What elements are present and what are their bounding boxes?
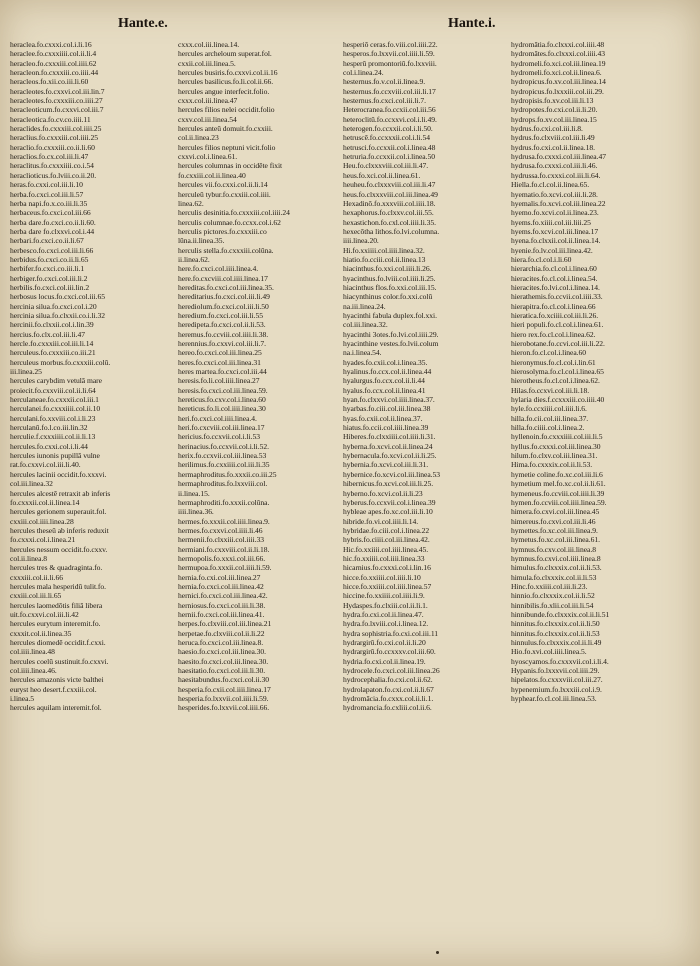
index-entry: heresis.fo.li.col.iiii.linea.27 — [178, 376, 260, 386]
index-entry: hydropicus.fo.lxxxiii.col.iii.29. — [511, 86, 604, 96]
index-entry: Hypanis.fo.lxxxvii.col.iiii.29. — [511, 666, 600, 676]
index-entry: hercules filios nelei occidit.folio — [178, 105, 275, 115]
index-entry: hermiani.fo.cxxviii.col.ii.li.18. — [178, 544, 270, 554]
index-entry: heuheu.fo.clxxxviii.col.iii.li.47 — [343, 180, 436, 190]
index-entry: na.i.linea.54. — [343, 348, 382, 358]
index-entry: hexastichon.fo.cxl.col.iiii.li.35. — [343, 217, 436, 227]
index-entry: hyems.fo.xiiii.col.iii.liii.25 — [511, 217, 591, 227]
index-entry: herculis stella.fo.cxxxiii.colūna. — [178, 245, 274, 255]
index-entry: hercules carybdim vetulā mare — [10, 376, 102, 386]
index-entry: hybernia.fo.xcvi.col.iii.li.31. — [343, 460, 429, 470]
index-entry: herculani.fo.xxviii.col.i.li.23 — [10, 413, 96, 423]
index-entry: cxxiii.col.iii.li.65 — [10, 591, 62, 601]
index-entry: heredipeta.fo.cxci.col.ii.li.53. — [178, 320, 266, 330]
index-entry: hercules nessum occidit.fo.cxxv. — [10, 544, 108, 554]
index-entry: hymetium mel.fo.xc.col.ii.li.61. — [511, 479, 606, 489]
ink-dot — [436, 951, 439, 954]
index-entry: herpes.fo.clxviii.col.iii.linea.21 — [178, 619, 272, 629]
index-entry: heracleotica.fo.cv.co.iiii.11 — [10, 114, 91, 124]
index-entry: hermaphroditus.fo.lxxviii.col. — [178, 479, 268, 489]
index-entry: cxxx.col.iii.linea.14. — [178, 40, 240, 49]
index-entry: hieracites.fo.lvi.col.i.linea.14. — [511, 282, 600, 292]
index-entry: hiatus.fo.ccii.col.iiii.linea.39 — [343, 423, 429, 433]
index-entry: herbesco.fo.cxci.col.iii.li.66 — [10, 245, 94, 255]
running-head-right: Hante.i. — [448, 16, 496, 31]
index-entry: Hima.fo.cxxxix.col.ii.li.53. — [511, 460, 593, 470]
running-head-left: Hante.e. — [118, 16, 168, 31]
index-entry: hermaphroditus.fo.xxxii.co.iii.25 — [178, 469, 277, 479]
index-entry: herba dare fo.clxxvi.col.i.44 — [10, 226, 95, 236]
index-entry: heresis.fo.cxci.col.iii.linea.59. — [178, 385, 268, 395]
index-entry: hydria.fo.cxi.col.ii.linea.19. — [343, 656, 426, 666]
index-entry: hydrusa.fo.cxxxi.col.iii.li.46. — [511, 161, 598, 171]
index-entry: hipelatos.fo.cxxxviii.col.iii.27. — [511, 675, 603, 685]
index-entry: hymettes.fo.xc.col.iii.linea.9. — [511, 525, 598, 535]
index-entry: Hydaspes.fo.clxiii.col.ii.li.1. — [343, 600, 428, 610]
index-entry: hydrocephalia.fo.cxi.col.ii.62. — [343, 675, 433, 685]
index-entry: hyades.fo.cxii.col.i.linea.35. — [343, 357, 428, 367]
index-entry: hymetus.fo.xc.col.iii.linea.61. — [511, 535, 600, 545]
index-entry: here.fo.cxcviii.col.iiii.linea.17 — [178, 273, 268, 283]
index-entry: hyalurgus.fo.ccx.col.ii.li.44 — [343, 376, 425, 386]
index-entry: hesperiō ceras.fo.viii.col.iiii.22. — [343, 40, 438, 49]
index-entry: hesternus.fo.cxci.col.iii.li.7. — [343, 96, 427, 106]
index-entry: hesternus.fo.ccxviii.col.iii.li.17 — [343, 86, 436, 96]
index-entry: hybris.fo.ciiii.col.iii.linea.42. — [343, 535, 430, 545]
index-entry: haesio.fo.cxci.col.iii.linea.30. — [178, 647, 267, 657]
index-entry: hyenie.fo.lv.col.iii.linea.42. — [511, 245, 593, 255]
index-entry: ii.linea.15. — [178, 488, 210, 498]
index-entry: hercules columnas in occidēte fixit — [178, 161, 283, 171]
index-entry: hercules laomedōtis filiā libera — [10, 600, 103, 610]
index-entry: hercules filios neptuni vicit.folio — [178, 142, 276, 152]
index-entry: Hi.fo.xxiiii.col.iiii.linea.32. — [343, 245, 425, 255]
index-entry: Hilas.fo.ccxvi.col.iii.li.18. — [511, 385, 590, 395]
index-entry: rat.fo.cxxvi.col.iii.li.40. — [10, 460, 81, 470]
index-entry: herba.fo.cxci.col.iii.li.57 — [10, 189, 84, 199]
index-entry: hexaphorus.fo.clxxv.col.iii.55. — [343, 208, 434, 218]
index-entry: hermaphroditi.fo.xxxii.colūna. — [178, 497, 270, 507]
index-entry: hercules archeloum superat.fol. — [178, 49, 272, 59]
index-entry: Hexadinō.fo.xxxviii.col.iiii.18. — [343, 198, 436, 208]
index-entry: hymeneus.fo.ccviii.col.iiii.li.39 — [511, 488, 605, 498]
index-entry: cxxxit.col.ii.linea.35 — [10, 628, 72, 638]
index-entry: na.iii.linea.24. — [343, 301, 386, 311]
index-entry: lūna.ii.linea.35. — [178, 236, 225, 246]
index-entry: hyacinthi fabula duplex.fol.xxi. — [343, 310, 437, 320]
index-entry: hiacinthus flos.fo.xxi.col.iii.15. — [343, 282, 437, 292]
index-entry: hinnitus.fo.clxxxix.col.ii.li.53 — [511, 628, 600, 638]
index-entry: heraclius.fo.cxxxiii.col.iiii.25 — [10, 133, 99, 143]
index-entry: heracleo.fo.cxxxiii.col.iiii.62 — [10, 58, 97, 68]
index-entry: hydropisis.fo.xv.col.iii.li.13 — [511, 96, 594, 106]
index-entry: hydrus.fo.cxi.col.ii.linea.18. — [511, 142, 595, 152]
index-entry: herculie.f.cxxxiiii.col.ii.li.13 — [10, 432, 96, 442]
index-entry: hieri populi.fo.cl.col.i.linea.61. — [511, 320, 604, 330]
index-entry: heremus.fo.ccviii.col.iiii.li.38. — [178, 329, 269, 339]
index-entry: hicarnius.fo.cxxxi.col.i.lin.16 — [343, 563, 431, 573]
index-entry: hymnus.fo.cxvi.col.iiii.linea.8 — [511, 553, 601, 563]
index-entry: col.iiii.linea.46. — [10, 666, 57, 676]
index-entry: cxxiii.col.iiii.linea.28 — [10, 516, 74, 526]
index-entry: col.iiii.linea.48 — [10, 647, 55, 657]
index-entry: hereticus.fo.cxv.col.i.linea.60 — [178, 395, 266, 405]
index-entry: Heu.fo.clxxxviii.col.iii.li.47. — [343, 161, 429, 171]
index-entry: linea.62. — [178, 198, 204, 208]
index-entry: hinnibunde.fo.clxxxix.col.ii.li.51 — [511, 609, 610, 619]
index-entry: here.fo.cxci.col.iiii.linea.4. — [178, 264, 259, 274]
index-entry: hyalus.fo.ccx.col.ii.linea.41 — [343, 385, 426, 395]
index-entry: hyacinthus.fo.lviii.col.iiii.li.25. — [343, 273, 436, 283]
index-entry: hesperides.fo.lxxvii.col.iiii.66. — [178, 703, 270, 713]
index-entry: hercules tres & quadraginta.fo. — [10, 563, 103, 573]
index-entry: hic.fo.xxiiii.col.iiii.linea.33 — [343, 553, 425, 563]
index-entry: hyemalis.fo.xcvi.col.iii.linea.22 — [511, 198, 606, 208]
index-entry: fo.cxxxi.col.i.linea.21 — [10, 535, 76, 545]
index-entry: hyllus.fo.cxxxi.col.iii.linea.30 — [511, 441, 601, 451]
index-entry: hierobotane.fo.ccvi.col.iii.li.22. — [511, 339, 605, 348]
index-entry: cxxxiii.col.ii.li.66 — [10, 572, 63, 582]
index-entry: heruca.fo.cxci.col.iii.linea.8. — [178, 638, 264, 647]
index-entry: heracleotes.fo.cxxxiii.co.iiii.27 — [10, 96, 103, 106]
index-entry: iiii.linea.36. — [178, 507, 214, 517]
index-entry: hieratica.fo.xciiii.col.iii.li.26. — [511, 310, 599, 320]
index-entry: hyle.fo.ccxiiii.col.iiii.li.6. — [511, 404, 587, 414]
index-entry: heraclios.fo.cx.col.iii.li.47 — [10, 152, 89, 162]
index-entry: hyberno.fo.xcvi.col.ii.li.23 — [343, 488, 423, 498]
index-entry: hercules angue interfecit.folio. — [178, 86, 270, 96]
index-entry: hercinia silua.fo.cxci.col.i.20 — [10, 301, 97, 311]
index-entry: heracleos.fo.xii.co.iii.li.60 — [10, 77, 89, 87]
index-entry: herculanū.fo.l.co.iii.lin.32 — [10, 423, 88, 433]
index-entry: herennius.fo.cxxvi.col.iii.li.7. — [178, 339, 267, 348]
index-entry: hercules theseū ab inferis reduxit — [10, 525, 109, 535]
index-entry: proiecit.fo.cxxviii.col.ii.li.64 — [10, 385, 96, 395]
index-entry: himera.fo.cxvi.col.iii.linea.45 — [511, 507, 600, 517]
index-entry: hercules lacinii occidit.fo.xxxvi. — [10, 469, 107, 479]
index-entry: hercules coelū sustinuit.fo.cxxvi. — [10, 656, 109, 666]
index-entry: hydrus.fo.clxviii.col.iii.li.49 — [511, 133, 595, 143]
index-entry: Hio.fo.xvi.col.iiii.linea.5. — [511, 647, 587, 657]
index-entry: herniosus.fo.cxci.col.iii.li.38. — [178, 600, 266, 610]
index-entry: herculeū tybur.fo.cxxiii.col.iiii. — [178, 189, 271, 199]
index-entry: heracleotes.fo.cxxvi.col.iii.lin.7 — [10, 86, 105, 96]
index-entry: euryst heo desert.f.cxxiii.col. — [10, 684, 97, 694]
index-entry: hercules eurytum interemit.fo. — [10, 619, 101, 629]
index-entry: himereus.fo.cxvi.col.iii.li.46 — [511, 516, 596, 526]
index-entry: hinnitus.fo.clxxxix.col.ii.li.50 — [511, 619, 600, 629]
index-entry: heraclio.fo.cxxxiii.co.ii.li.60 — [10, 142, 95, 152]
index-entry: cxxv.col.iii.linea.54 — [178, 114, 237, 124]
index-entry: iiii.linea.20. — [343, 236, 379, 246]
index-entry: hyematio.fo.xcvi.col.iii.li.28. — [511, 189, 598, 199]
index-entry: hyas.fo.cxii.col.ii.linea.37. — [343, 413, 423, 423]
index-entry: hydromātia.fo.clxxxi.col.iiii.48 — [511, 40, 605, 49]
index-entry: hybernice.fo.xcvi.col.iii.linea.53 — [343, 469, 440, 479]
index-entry: hydrussa.fo.cxxxi.col.iii.li.64. — [511, 170, 601, 180]
index-entry: herbaceus.fo.cxci.col.iii.66 — [10, 208, 91, 218]
index-entry: hydropicus.fo.xv.col.iii.linea.14 — [511, 77, 606, 87]
index-entry: hercules.fo.cxxi.col.i.li.44 — [10, 441, 88, 451]
index-entry: hyan.fo.clxxvi.col.iiii.linea.37. — [343, 395, 435, 405]
index-entry: hydra.fo.lxviii.col.i.linea.12. — [343, 619, 429, 629]
index-entry: hydrargirū.fo.cxi.col.ii.li.20 — [343, 638, 426, 647]
index-entry: hesperos.fo.lxxvii.col.iiii.li.59. — [343, 49, 435, 59]
index-entry: hiera.fo.cl.col.i.li.60 — [511, 254, 572, 264]
index-entry: herpetae.fo.clxviii.col.ii.li.22 — [178, 628, 265, 638]
index-entry: hiccine.fo.xxiiii.col.iiii.li.9. — [343, 591, 425, 601]
index-entry: herculis columnae.fo.ccxx.col.i.62 — [178, 217, 281, 227]
index-entry: hinnibilis.fo.xlii.col.iii.li.54 — [511, 600, 594, 610]
index-entry: heraclides.fo.cxxxiii.col.iiii.25 — [10, 124, 102, 134]
index-entry: hesperū promontoriū.fo.lxxviii. — [343, 58, 437, 68]
index-entry: herculis pictores.fo.cxxxiii.co — [178, 226, 267, 236]
index-entry: hicce.fo.xxiiii.col.iiii.linea.57 — [343, 581, 432, 591]
index-entry: hermenii.fo.clxxiii.col.iiii.33 — [178, 535, 264, 545]
index-entry: iii.linea.25 — [10, 367, 42, 377]
index-entry: cxxx.col.iii.linea.47 — [178, 96, 238, 106]
index-entry: hiacynthinus color.fo.xxi.colū — [343, 292, 433, 302]
index-column-2 — [178, 40, 333, 713]
index-entry: hercinii.fo.clxxii.col.i.lin.39 — [10, 320, 94, 330]
index-entry: hydromeli.fo.xci.col.ii.linea.6. — [511, 68, 602, 78]
index-entry: heterogen.fo.ccxxii.col.i.li.50. — [343, 124, 433, 134]
index-entry: hetruria.fo.ccxxii.col.i.linea.50 — [343, 152, 435, 162]
index-entry: hernia.fo.cxci.col.iii.linea.42 — [178, 581, 264, 591]
index-entry: hybridae.fo.ciii.col.i.linea.22 — [343, 525, 430, 535]
index-entry: heras.fo.cxxi.col.iii.li.10 — [10, 180, 83, 190]
index-entry: hercle.fo.cxxxiii.col.iii.li.14 — [10, 339, 94, 348]
index-entry: hierosolyma.fo.cl.col.i.linea.65 — [511, 367, 604, 377]
index-entry: cxxvi.col.i.linea.61. — [178, 152, 238, 162]
index-entry: heres.fo.cxci.col.iii.linea.31 — [178, 357, 261, 367]
index-entry: hicce.fo.xxiiii.col.iiii.li.10 — [343, 572, 421, 582]
index-column-1 — [10, 40, 170, 713]
index-entry: heraclea.fo.cxxxi.col.i.li.16 — [10, 40, 92, 49]
index-entry: hercules mala hesperidū tulit.fo. — [10, 581, 106, 591]
index-entry: heres martea.fo.cxci.col.iii.44 — [178, 367, 267, 377]
index-entry: ii.linea.62. — [178, 254, 210, 264]
index-entry: hercules amazonis victe balthei — [10, 675, 104, 685]
index-entry: heri.fo.cxci.col.iiii.linea.4. — [178, 413, 257, 423]
index-entry: heus.fo.xci.col.ii.linea.61. — [343, 170, 421, 180]
index-entry: heraclioticus.fo.lviii.co.ii.20. — [10, 170, 97, 180]
index-entry: Hic.fo.xxiiii.col.iiii.linea.45. — [343, 544, 429, 554]
index-entry: hylaria dies.f.ccxxxiii.co.iiii.40 — [511, 395, 605, 405]
index-entry: herbosus locus.fo.cxci.col.iii.65 — [10, 292, 105, 302]
index-entry: Hiella.fo.cl.col.ii.linea.65. — [511, 180, 590, 190]
index-entry: hierathemis.fo.ccvii.col.iiii.33. — [511, 292, 603, 302]
index-entry: herinacius.fo.ccxvii.col.i.li.52. — [178, 441, 269, 451]
index-entry: herba napi.fo.x.co.iii.li.35 — [10, 198, 88, 208]
index-entry: herediolum.fo.cxci.col.iii.li.50 — [178, 301, 269, 311]
index-entry: hybleae apes.fo.xc.col.iii.li.10 — [343, 507, 433, 517]
index-entry: hercules busiris.fo.cxxvi.col.ii.16 — [178, 68, 278, 78]
index-entry: herbifer.fo.cxci.co.iii.li.1 — [10, 264, 85, 274]
index-entry: herix.fo.ccxvii.col.iii.linea.53 — [178, 451, 267, 461]
index-entry: hydromātes.fo.clxxxi.col.iiii.43 — [511, 49, 605, 59]
index-entry: hydrus.fo.cxi.col.iii.li.8. — [511, 124, 583, 134]
index-entry: heri.fo.cxcviii.col.iii.linea.17 — [178, 423, 265, 433]
index-entry: col.ii.linea.8 — [10, 553, 48, 563]
index-entry: col.ii.linea.23 — [178, 133, 219, 143]
index-entry: hercules alcestē retraxit ab inferis — [10, 488, 111, 498]
index-entry: herbidus.fo.cxci.co.ii.li.65 — [10, 254, 89, 264]
index-entry: hereticus.fo.li.col.iiii.linea.30 — [178, 404, 266, 414]
index-entry: herculeus.fo.cxxxiii.co.iii.21 — [10, 348, 96, 358]
index-column-3 — [343, 40, 511, 713]
index-entry: hydrocele.fo.cxci.col.iii.linea.26 — [343, 666, 440, 676]
index-entry: hydropotes.fo.cxi.col.ii.li.20. — [511, 105, 598, 115]
index-entry: hereo.fo.cxci.col.iii.linea.25 — [178, 348, 262, 358]
index-entry: heredium.fo.cxci.col.iii.li.55 — [178, 310, 263, 320]
index-entry: i.linea.5 — [10, 694, 35, 704]
index-entry: hinnulus.fo.clxxxix.col.ii.li.49 — [511, 638, 602, 647]
index-entry: hetruscē.fo.ccxxxii.col.i.li.54 — [343, 133, 431, 143]
index-entry: col.iii.linea.32. — [343, 320, 388, 330]
index-entry: hermes.fo.cxxvi.col.iiii.li.46 — [178, 525, 263, 535]
index-entry: herbiger.fo.cxci.col.iii.li.2 — [10, 273, 88, 283]
index-entry: hyarbas.fo.ciii.col.iii.linea.38 — [343, 404, 431, 414]
index-entry: hydrops.fo.xv.col.iii.linea.15 — [511, 114, 597, 124]
index-entry: hieron.fo.cl.col.i.linea.60 — [511, 348, 586, 358]
index-entry: hermupoa.fo.xxxii.col.iiii.li.59. — [178, 563, 272, 573]
index-entry: Hinc.fo.xxiiii.col.iii.li.23. — [511, 581, 588, 591]
index-entry: hyphear.fo.cl.col.iii.linea.53. — [511, 694, 597, 704]
index-entry: hermopolis.fo.xxxi.col.iii.66. — [178, 553, 266, 563]
index-entry: heracleon.fo.cxxxiii.co.iiii.44 — [10, 68, 99, 78]
index-entry: hyalinus.fo.ccx.col.ii.linea.44 — [343, 367, 432, 377]
index-entry: hilum.fo.clxv.col.iii.linea.31. — [511, 451, 598, 461]
index-entry: haesitabundus.fo.cxci.col.ii.30 — [178, 675, 270, 685]
index-entry: hyllenoin.fo.cxxxiiii.col.iii.li.5 — [511, 432, 603, 442]
index-entry: herculanei.fo.cxxxiiii.col.ii.10 — [10, 404, 101, 414]
index-entry: hercules diomedē occidit.f.cxxi. — [10, 638, 106, 647]
index-entry: himulus.fo.clxxxix.col.ii.li.53. — [511, 563, 602, 573]
index-entry: hernia.fo.cxi.col.iii.linea.27 — [178, 572, 261, 582]
index-entry: hesperia.fo.lxxvii.col.iiii.li.59. — [178, 694, 269, 704]
index-entry: hydra sophistria.fo.cxi.col.iii.11 — [343, 628, 439, 638]
index-entry: haesitatio.fo.cxci.col.iii.li.30. — [178, 666, 266, 676]
index-entry: hereditas.fo.cxci.col.iii.linea.35. — [178, 282, 274, 292]
index-entry: hiatio.fo.cciii.col.ii.linea.13 — [343, 254, 426, 264]
index-entry: uit.fo.cxxvi.col.iii.li.42 — [10, 609, 79, 619]
index-entry: hyacinthi 3otes.fo.lvi.col.iiii.29. — [343, 329, 439, 339]
index-entry: hereditarius.fo.cxci.col.iii.li.49 — [178, 292, 270, 302]
index-entry: hermes.fo.xxxii.col.iiii.linea.9. — [178, 516, 270, 526]
index-entry: hercules vii.fo.cxxi.col.ii.li.14 — [178, 180, 268, 190]
index-entry: fo.cxxxii.col.ii.linea.14 — [10, 497, 80, 507]
index-entry: herbilis.fo.cxci.col.iii.lin.2 — [10, 282, 90, 292]
index-entry: hercules gerionem superauit.fol. — [10, 507, 107, 517]
index-entry: haesito.fo.cxci.col.iii.linea.30. — [178, 656, 269, 666]
index-entry: Heterocranea.fo.ccxii.col.iii.56 — [343, 105, 436, 115]
index-entry: hiero rex.fo.cl.col.i.linea.62. — [511, 329, 596, 339]
index-entry: herba dare.fo.cxci.co.ii.li.60. — [10, 217, 96, 227]
index-entry: Hiberes.fo.clxxiiii.col.iiii.li.31. — [343, 432, 436, 442]
index-entry: hydrolapaton.fo.cxi.col.ii.li.67 — [343, 684, 434, 694]
index-entry: hesperia.fo.cxii.col.iiii.linea.17 — [178, 684, 271, 694]
index-entry: hydrusa.fo.cxxxi.col.iii.linea.47 — [511, 152, 606, 162]
index-entry: herculaneae.fo.cxxxii.col.iii.1 — [10, 395, 99, 405]
index-entry: hetrusci.fo.ccxxii.col.i.linea.48 — [343, 142, 436, 152]
index-entry: hercules aquilam interemit.fol. — [10, 703, 102, 713]
index-column-4 — [511, 40, 692, 703]
index-entry: hieracites.fo.cl.col.i.linea.54. — [511, 273, 598, 283]
index-entry: hypenemium.fo.lxxxiii.col.i.9. — [511, 684, 602, 694]
index-entry: hydrargirū.fo.ccxxxv.col.iii.60. — [343, 647, 436, 657]
index-entry: heracleoticum.fo.cxxvi.col.iii.7 — [10, 105, 104, 115]
index-entry: hierotheus.fo.cl.col.i.linea.62. — [511, 376, 600, 386]
index-entry: hyberna.fo.xcvi.col.ii.linea.24 — [343, 441, 433, 451]
index-entry: hercinia silua.fo.clxxii.co.i.li.32 — [10, 310, 106, 320]
index-entry: hexecōtha lithos.fo.lvi.columna. — [343, 226, 440, 236]
index-entry: hyemo.fo.xcvi.col.ii.linea.23. — [511, 208, 599, 218]
index-entry: herbari.fo.cxci.co.ii.li.67 — [10, 236, 84, 246]
index-entry: hercius.fo.clx.col.iii.li.47 — [10, 329, 85, 339]
index-entry: fo.cxxiii.col.ii.linea.40 — [178, 170, 246, 180]
index-entry: herilimus.fo.cxxiiii.col.iii.li.35 — [178, 460, 270, 470]
index-entry: hyacinthine vestes.fo.lvii.colum — [343, 339, 439, 348]
index-entry: hernici.fo.cxci.col.iii.linea.42. — [178, 591, 268, 601]
index-entry: col.iii.linea.32 — [10, 479, 53, 489]
index-entry: hydromācia.fo.cxxx.col.ii.li.1. — [343, 694, 434, 704]
index-entry: hierarchia.fo.cl.col.i.linea.60 — [511, 264, 597, 274]
index-entry: hercules iunonis pupillā vulne — [10, 451, 100, 461]
index-entry: himula.fo.clxxxix.col.ii.li.53 — [511, 572, 597, 582]
index-entry: herculis desinitia.fo.cxxxiii.col.iiii.24 — [178, 208, 290, 218]
index-entry: cxxii.col.iii.linea.5. — [178, 58, 236, 68]
index-entry: hyems.fo.xcvi.col.iii.linea.17 — [511, 226, 599, 236]
index-entry: hibernicus.fo.xcvi.col.iii.li.25. — [343, 479, 434, 489]
index-entry: col.i.linea.24. — [343, 68, 384, 78]
index-entry: hydra.fo.cxi.col.ii.linea.47. — [343, 609, 424, 619]
index-entry: hercules basilicus.fo.li.col.ii.66. — [178, 77, 274, 87]
index-entry: hibride.fo.vi.col.iiii.li.14. — [343, 516, 419, 526]
index-entry: hydromancia.fo.cxliii.col.ii.6. — [343, 703, 432, 713]
index-entry: hyberus.fo.ccxvii.col.i.linea.39 — [343, 497, 436, 507]
index-entry: hericius.fo.ccxvii.col.i.li.53 — [178, 432, 261, 442]
index-entry: heraclitus.fo.cxxxiiii.co.i.54 — [10, 161, 94, 171]
index-entry: herculeus morbus.fo.cxxxiii.colū. — [10, 357, 111, 367]
index-entry: hyena.fo.clxxii.col.ii.linea.14. — [511, 236, 601, 246]
index-entry: hybernacula.fo.xcvi.col.ii.li.25. — [343, 451, 437, 461]
index-entry: heus.fo.clxxxviii.col.iii.linea.49 — [343, 189, 438, 199]
index-entry: hydromeli.fo.xci.col.iii.linea.19 — [511, 58, 606, 68]
index-entry: hymen.fo.ccviii.col.iiii.linea.59. — [511, 497, 607, 507]
index-entry: hieronymus.fo.cl.col.i.lin.61 — [511, 357, 596, 367]
index-entry: hinnio.fo.clxxxix.col.ii.li.52 — [511, 591, 595, 601]
index-entry: hercules anteū domuit.fo.cxxiii. — [178, 124, 273, 134]
index-entry: hymetie coline.fo.xc.col.iii.li.6 — [511, 469, 603, 479]
index-entry: heteroclitū.fo.ccxxvi.col.i.li.49. — [343, 114, 437, 124]
index-entry: hymnus.fo.cxv.col.iii.linea.8 — [511, 544, 596, 554]
index-entry: hernii.fo.cxci.col.iii.linea.41. — [178, 609, 265, 619]
index-entry: hiacinthus.fo.xxi.col.iiii.li.26. — [343, 264, 432, 274]
index-entry: hilla.fo.cii.col.iii.linea.37. — [511, 413, 589, 423]
index-entry: hierapitra.fo.cl.col.i.linea.66 — [511, 301, 596, 311]
index-entry: hyoscyamos.fo.cxxxvii.col.i.li.4. — [511, 656, 609, 666]
index-entry: heraclee.fo.cxxxiiii.col.ii.li.4 — [10, 49, 97, 59]
index-entry: hesternus.fo.v.col.ii.linea.9. — [343, 77, 426, 87]
index-entry: hilla.fo.ciiii.col.i.linea.2. — [511, 423, 585, 433]
